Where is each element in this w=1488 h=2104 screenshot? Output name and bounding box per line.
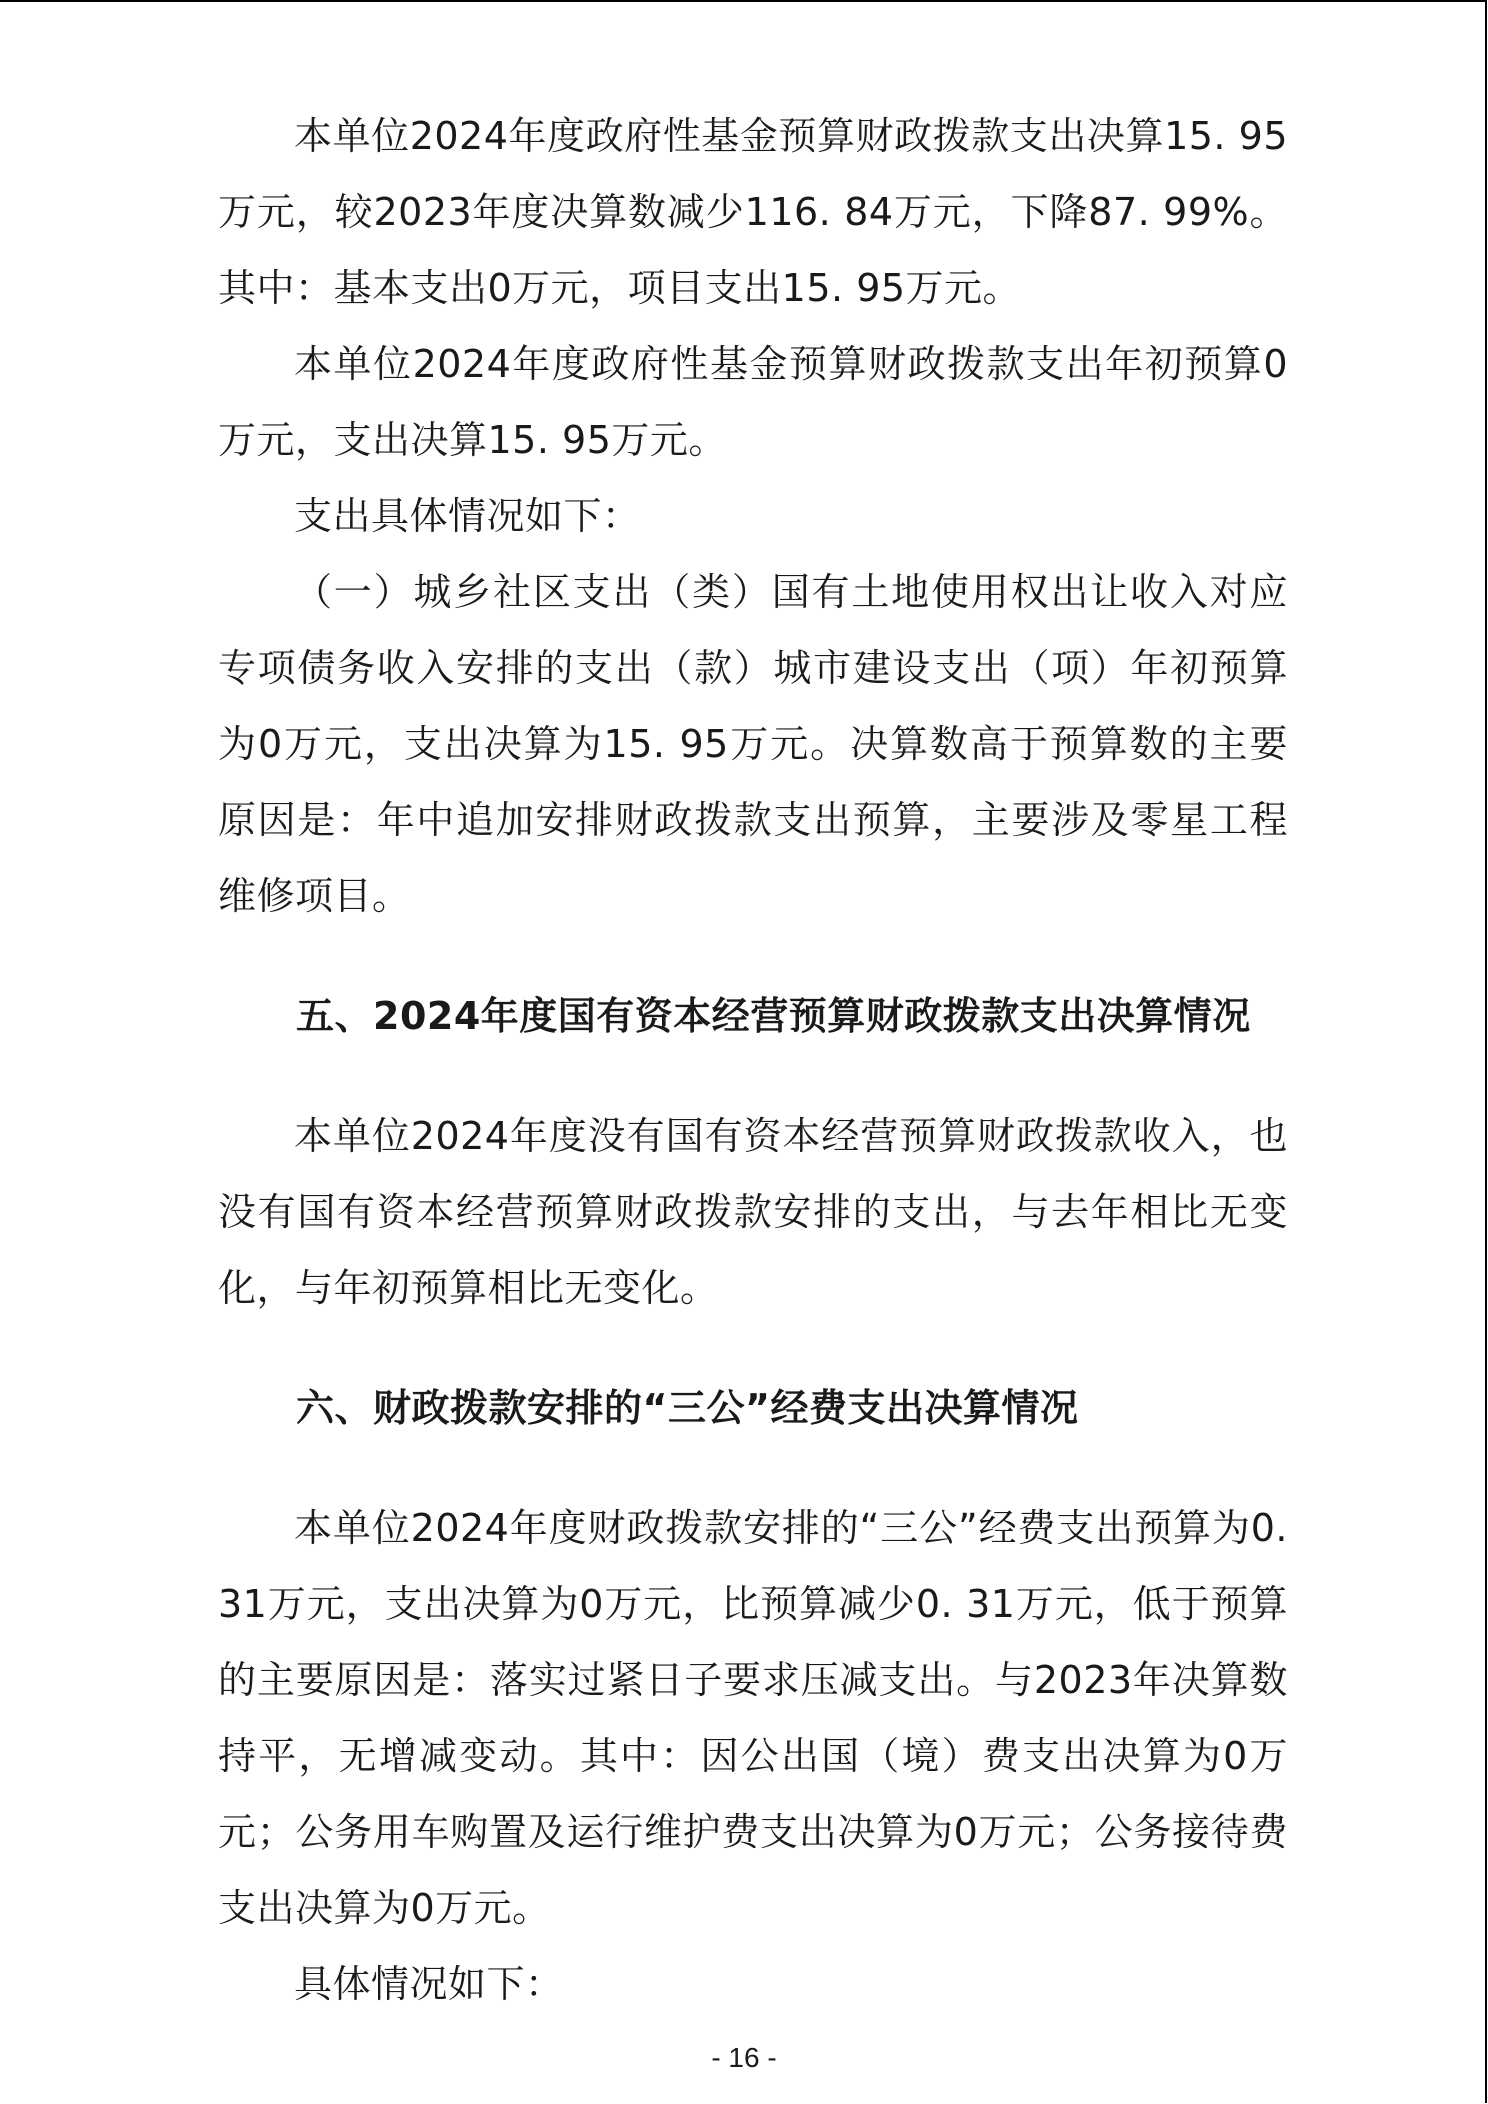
- paragraph-urban-community: （一）城乡社区支出（类）国有土地使用权出让收入对应专项债务收入安排的支出（款）城市建设支出（项）年初预算为0万元，支出决算为15. 95万元。决算数高于预算数的主要原因是：年中追加安排财政拨款支出预算，主要涉及零星工程维修项目。: [218, 570, 1288, 918]
- paragraph-three-public: 本单位2024年度财政拨款安排的“三公”经费支出预算为0. 31万元，支出决算为0万元，比预算减少0. 31万元，低于预算的主要原因是：落实过紧日子要求压减支出。与2023年决算数持平，无增减变动。其中：因公出国（境）费支出决算为0万元；公务用车购置及运行维护费支出决算为0万元；公务接待费支出决算为0万元。: [218, 1506, 1288, 1930]
- paragraph-details-intro: 支出具体情况如下：: [294, 494, 641, 538]
- paragraph-state-capital: 本单位2024年度没有国有资本经营预算财政拨款收入，也没有国有资本经营预算财政拨款安排的支出，与去年相比无变化，与年初预算相比无变化。: [218, 1114, 1288, 1310]
- paragraph-fund-budget: 本单位2024年度政府性基金预算财政拨款支出年初预算0万元，支出决算15. 95万元。: [218, 342, 1288, 462]
- paragraph-fund-expenditure: 本单位2024年度政府性基金预算财政拨款支出决算15. 95万元，较2023年度决算数减少116. 84万元，下降87. 99%。其中：基本支出0万元，项目支出15. 95万元。: [218, 114, 1288, 310]
- document-body: [218, 98, 1288, 2022]
- section-heading-three-public: 六、财政拨款安排的“三公”经费支出决算情况: [296, 1386, 1079, 1430]
- section-heading-state-capital: 五、2024年度国有资本经营预算财政拨款支出决算情况: [296, 994, 1251, 1038]
- paragraph-details-intro-2: 具体情况如下：: [294, 1962, 564, 2006]
- page-number: - 16 -: [711, 2042, 777, 2073]
